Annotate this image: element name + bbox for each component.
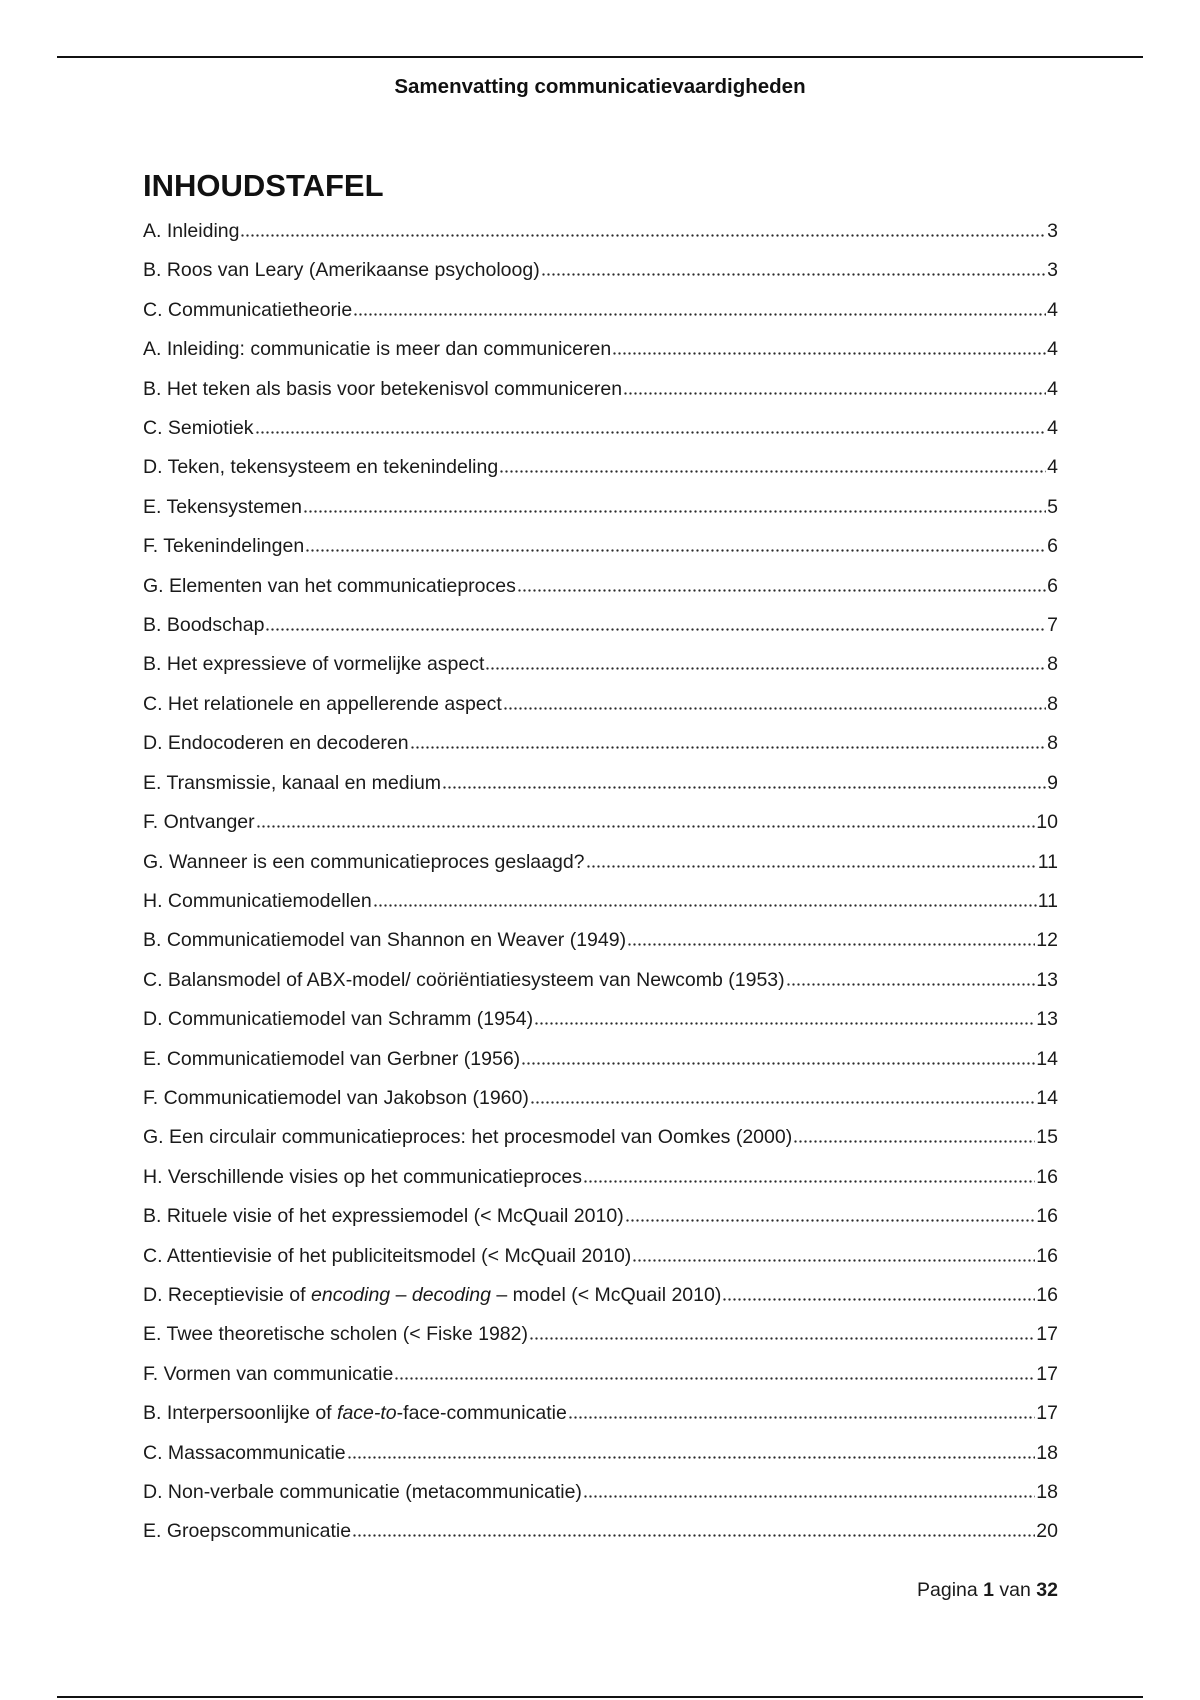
toc-entry[interactable] bbox=[143, 488, 1058, 527]
toc-entry-title: F. Tekenindelingen bbox=[143, 535, 305, 558]
dot-leader bbox=[265, 628, 1046, 631]
toc-entry-title-part: D. Receptievisie of bbox=[143, 1283, 311, 1306]
dot-leader bbox=[530, 1101, 1035, 1104]
toc-entry-title: E. Twee theoretische scholen (< Fiske 1982) bbox=[143, 1323, 528, 1346]
dot-leader bbox=[529, 1337, 1035, 1340]
footer-of-label: van bbox=[999, 1579, 1031, 1601]
dot-leader bbox=[586, 865, 1037, 868]
toc-entry-page-number: 16 bbox=[1036, 1165, 1058, 1188]
toc-entry-page-number: 16 bbox=[1036, 1244, 1058, 1267]
dot-leader bbox=[568, 1416, 1036, 1419]
toc-entry[interactable] bbox=[143, 1158, 1058, 1197]
toc-entry-page-number: 11 bbox=[1037, 889, 1058, 912]
toc-entry-page-number: 8 bbox=[1047, 732, 1058, 755]
toc-entry-title-italic-part: face-to bbox=[337, 1402, 397, 1425]
toc-entry[interactable] bbox=[143, 527, 1058, 566]
toc-entry-title: E. Groepscommunicatie bbox=[143, 1520, 352, 1543]
toc-entry-title: H. Verschillende visies op het communicatieproces bbox=[143, 1165, 582, 1188]
toc-entry[interactable] bbox=[143, 882, 1058, 921]
toc-entry-page-number: 4 bbox=[1047, 338, 1058, 361]
toc-entry-page-number: 4 bbox=[1047, 456, 1058, 479]
toc-entry-title: D. Communicatiemodel van Schramm (1954) bbox=[143, 1008, 534, 1031]
toc-entry-title: C. Balansmodel of ABX-model/ coöriëntiatiesysteem van Newcomb (1953) bbox=[143, 968, 785, 991]
toc-entry-page-number: 3 bbox=[1047, 220, 1058, 242]
toc-entry[interactable] bbox=[143, 764, 1058, 803]
toc-entry-title: D. Endocoderen en decoderen bbox=[143, 732, 409, 755]
toc-entry-page-number: 18 bbox=[1036, 1441, 1058, 1464]
toc-entry-page-number: 11 bbox=[1037, 850, 1058, 873]
toc-entry-page-number: 6 bbox=[1047, 574, 1058, 597]
toc-entry[interactable] bbox=[143, 724, 1058, 763]
running-header: Samenvatting communicatievaardigheden bbox=[394, 75, 806, 98]
toc-entry-title: C. Semiotiek bbox=[143, 417, 254, 440]
dot-leader bbox=[410, 746, 1047, 749]
toc-entry-page-number: 13 bbox=[1036, 968, 1058, 991]
dot-leader bbox=[347, 1456, 1036, 1459]
dot-leader bbox=[499, 470, 1046, 473]
toc-heading: INHOUDSTAFEL bbox=[143, 168, 384, 203]
footer-page-label: Pagina bbox=[917, 1579, 978, 1601]
dot-leader bbox=[353, 313, 1046, 316]
dot-leader bbox=[534, 1022, 1035, 1025]
toc-entry-title: H. Communicatiemodellen bbox=[143, 889, 372, 912]
dot-leader bbox=[256, 825, 1036, 828]
toc-entry[interactable] bbox=[143, 645, 1058, 684]
toc-entry[interactable] bbox=[143, 1473, 1058, 1512]
toc-entry[interactable] bbox=[143, 1040, 1058, 1079]
toc-entry-title-italic-part: decoding bbox=[411, 1283, 491, 1306]
toc-entry-page-number: 10 bbox=[1036, 811, 1058, 834]
toc-entry[interactable] bbox=[143, 1237, 1058, 1276]
toc-entry[interactable] bbox=[143, 567, 1058, 606]
toc-entry-title: G. Elementen van het communicatieproces bbox=[143, 574, 516, 597]
dot-leader bbox=[240, 234, 1046, 237]
toc-entry-title: F. Vormen van communicatie bbox=[143, 1362, 394, 1385]
dot-leader bbox=[517, 589, 1046, 592]
dot-leader bbox=[305, 549, 1046, 552]
table-of-contents bbox=[143, 212, 1058, 1552]
toc-entry[interactable] bbox=[143, 1197, 1058, 1236]
toc-entry-title-part: – bbox=[390, 1283, 412, 1306]
toc-entry-title: A. Inleiding bbox=[143, 220, 240, 242]
toc-entry[interactable] bbox=[143, 961, 1058, 1000]
toc-entry-title: B. Het expressieve of vormelijke aspect bbox=[143, 653, 485, 676]
toc-entry-page-number: 15 bbox=[1036, 1126, 1058, 1149]
toc-entry[interactable] bbox=[143, 409, 1058, 448]
dot-leader bbox=[442, 786, 1046, 789]
dot-leader bbox=[352, 1534, 1035, 1537]
toc-entry-title: D. Teken, tekensysteem en tekenindeling bbox=[143, 456, 499, 479]
dot-leader bbox=[623, 392, 1046, 395]
current-page-number: 1 bbox=[983, 1579, 994, 1601]
toc-entry-title: E. Tekensystemen bbox=[143, 495, 302, 518]
dot-leader bbox=[625, 1219, 1036, 1222]
toc-entry-page-number: 12 bbox=[1036, 929, 1058, 952]
dot-leader bbox=[521, 1062, 1035, 1065]
toc-entry-page-number: 14 bbox=[1036, 1047, 1058, 1070]
toc-entry-title: C. Attentievisie of het publiciteitsmodel (< McQuail 2010) bbox=[143, 1244, 632, 1267]
dot-leader bbox=[373, 904, 1037, 907]
toc-entry-title bbox=[143, 1394, 567, 1433]
toc-entry-title: F. Ontvanger bbox=[143, 811, 255, 834]
toc-entry-page-number: 16 bbox=[1036, 1283, 1058, 1306]
toc-entry-title: C. Het relationele en appellerende aspect bbox=[143, 692, 502, 715]
toc-entry-title: D. Non-verbale communicatie (metacommunicatie) bbox=[143, 1481, 582, 1503]
toc-entry-page-number: 8 bbox=[1047, 653, 1058, 676]
toc-entry-title-part: -face-communicatie bbox=[396, 1402, 567, 1425]
toc-entry-page-number: 5 bbox=[1047, 495, 1058, 518]
toc-entry-page-number: 17 bbox=[1036, 1362, 1058, 1385]
toc-entry-page-number: 13 bbox=[1036, 1008, 1058, 1031]
dot-leader bbox=[793, 1140, 1035, 1143]
dot-leader bbox=[394, 1377, 1035, 1380]
toc-entry-page-number: 20 bbox=[1036, 1520, 1058, 1543]
dot-leader bbox=[583, 1495, 1035, 1498]
toc-entry-page-number: 4 bbox=[1047, 377, 1058, 400]
dot-leader bbox=[627, 943, 1035, 946]
toc-entry[interactable] bbox=[143, 212, 1058, 251]
toc-entry-title: C. Communicatietheorie bbox=[143, 298, 353, 321]
toc-entry[interactable] bbox=[143, 1434, 1058, 1473]
toc-entry[interactable] bbox=[143, 291, 1058, 330]
toc-entry[interactable] bbox=[143, 921, 1058, 960]
toc-entry-page-number: 17 bbox=[1036, 1323, 1058, 1346]
toc-entry-page-number: 14 bbox=[1036, 1086, 1058, 1109]
toc-entry[interactable] bbox=[143, 606, 1058, 645]
toc-entry[interactable] bbox=[143, 370, 1058, 409]
toc-entry[interactable] bbox=[143, 1315, 1058, 1354]
toc-entry-title: B. Het teken als basis voor betekenisvol communiceren bbox=[143, 377, 623, 400]
toc-entry-page-number: 18 bbox=[1036, 1481, 1058, 1503]
toc-entry-title: B. Rituele visie of het expressiemodel (< McQuail 2010) bbox=[143, 1205, 624, 1228]
toc-entry-page-number: 3 bbox=[1047, 259, 1058, 282]
toc-entry[interactable] bbox=[143, 843, 1058, 882]
toc-entry-title: B. Communicatiemodel van Shannon en Weaver (1949) bbox=[143, 929, 627, 952]
toc-entry-page-number: 9 bbox=[1047, 771, 1058, 794]
total-page-count: 32 bbox=[1036, 1579, 1058, 1601]
dot-leader bbox=[255, 431, 1047, 434]
toc-entry[interactable] bbox=[143, 1118, 1058, 1157]
dot-leader bbox=[632, 1259, 1035, 1262]
toc-entry[interactable] bbox=[143, 1355, 1058, 1394]
dot-leader bbox=[303, 510, 1046, 513]
dot-leader bbox=[503, 707, 1046, 710]
toc-entry-page-number: 4 bbox=[1047, 417, 1058, 440]
toc-entry-title: G. Wanneer is een communicatieproces geslaagd? bbox=[143, 850, 585, 873]
toc-entry-title bbox=[143, 1276, 721, 1315]
toc-entry[interactable] bbox=[143, 1276, 1058, 1315]
toc-entry[interactable] bbox=[143, 251, 1058, 290]
dot-leader bbox=[612, 352, 1046, 355]
toc-entry[interactable] bbox=[143, 685, 1058, 724]
toc-entry-page-number: 16 bbox=[1036, 1205, 1058, 1228]
toc-entry-title-part: – model (< McQuail 2010) bbox=[491, 1283, 722, 1306]
header-rule bbox=[57, 56, 1143, 58]
toc-entry[interactable] bbox=[143, 1512, 1058, 1551]
toc-entry-title-part: B. Interpersoonlijke of bbox=[143, 1402, 338, 1425]
toc-entry-title: C. Massacommunicatie bbox=[143, 1441, 346, 1464]
dot-leader bbox=[485, 667, 1046, 670]
toc-entry-title: F. Communicatiemodel van Jakobson (1960) bbox=[143, 1086, 529, 1109]
toc-entry[interactable] bbox=[143, 1079, 1058, 1118]
toc-entry[interactable] bbox=[143, 803, 1058, 842]
toc-entry-title: B. Boodschap bbox=[143, 614, 265, 637]
toc-entry-title: G. Een circulair communicatieproces: het procesmodel van Oomkes (2000) bbox=[143, 1126, 793, 1149]
page-footer bbox=[917, 1577, 1058, 1603]
toc-entry[interactable] bbox=[143, 448, 1058, 487]
toc-entry-page-number: 17 bbox=[1036, 1402, 1058, 1425]
dot-leader bbox=[583, 1180, 1035, 1183]
toc-entry-page-number: 7 bbox=[1047, 614, 1058, 637]
toc-entry[interactable] bbox=[143, 1000, 1058, 1039]
dot-leader bbox=[786, 983, 1036, 986]
toc-entry[interactable] bbox=[143, 1394, 1058, 1433]
toc-entry-title: E. Communicatiemodel van Gerbner (1956) bbox=[143, 1047, 521, 1070]
toc-entry-title: A. Inleiding: communicatie is meer dan communiceren bbox=[143, 338, 612, 361]
toc-entry-title: E. Transmissie, kanaal en medium bbox=[143, 771, 442, 794]
toc-entry[interactable] bbox=[143, 330, 1058, 369]
toc-entry-page-number: 6 bbox=[1047, 535, 1058, 558]
toc-entry-page-number: 4 bbox=[1047, 298, 1058, 321]
dot-leader bbox=[722, 1298, 1035, 1301]
toc-entry-title: B. Roos van Leary (Amerikaanse psycholoog) bbox=[143, 259, 540, 282]
footer-rule bbox=[57, 1696, 1143, 1698]
dot-leader bbox=[541, 273, 1046, 276]
toc-entry-title-italic-part: encoding bbox=[311, 1283, 391, 1306]
toc-entry-page-number: 8 bbox=[1047, 692, 1058, 715]
